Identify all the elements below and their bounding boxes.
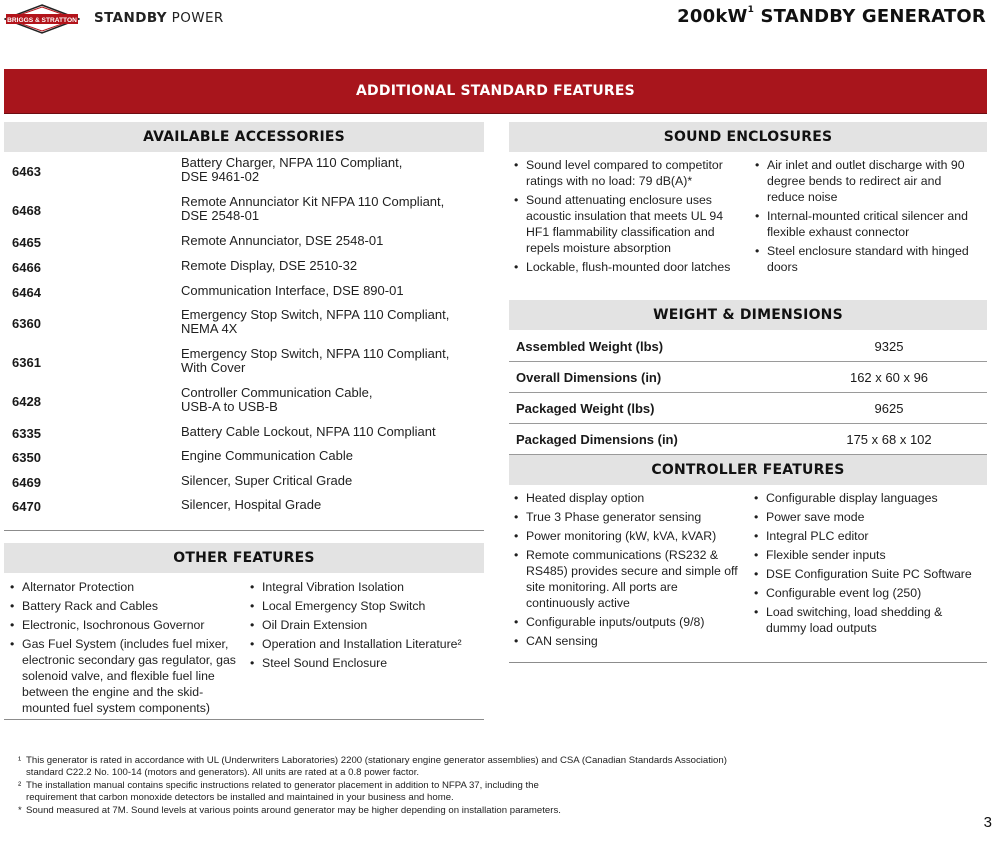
accessory-description: Remote Annunciator, DSE 2548-01 (181, 233, 384, 248)
accessory-code: 6350 (12, 450, 41, 465)
spec-value: 175 x 68 x 102 (846, 432, 932, 447)
feature-list-item: • Sound attenuating enclosure uses acoustic insulation that meets UL 94 HF1 flammability classification and repels moisture absorption (512, 192, 738, 256)
feature-list-item: • Configurable display languages (752, 490, 984, 506)
feature-list-item: • Alternator Protection (8, 579, 236, 595)
sound-enclosures-list-right (753, 157, 981, 278)
weight-dimensions-row (509, 393, 987, 424)
accessory-code: 6464 (12, 285, 41, 300)
accessory-code: 6466 (12, 260, 41, 275)
feature-list-item: • Heated display option (512, 490, 742, 506)
accessory-code: 6469 (12, 475, 41, 490)
spec-label: Overall Dimensions (in) (516, 370, 662, 385)
feature-list-item: • Remote communications (RS232 & RS485) provides secure and simple off site monitoring. All ports are continuously active (512, 547, 742, 611)
spec-value: 162 x 60 x 96 (849, 370, 929, 385)
accessory-row (4, 195, 484, 226)
feature-list-item: • Load switching, load shedding & dummy load outputs (752, 604, 984, 636)
page-number: 3 (983, 814, 992, 831)
accessory-code: 6470 (12, 499, 41, 514)
accessory-code: 6463 (12, 164, 41, 179)
accessory-row (4, 347, 484, 378)
accessory-row (4, 308, 484, 339)
accessory-row (4, 156, 484, 187)
feature-list-item: • Power monitoring (kW, kVA, kVAR) (512, 528, 742, 544)
accessory-description: Remote Display, DSE 2510-32 (181, 258, 358, 273)
accessory-description: Emergency Stop Switch, NFPA 110 Compliant, With Cover (181, 346, 450, 375)
accessory-description: Silencer, Super Critical Grade (181, 473, 353, 488)
doc-title-post: STANDBY GENERATOR (754, 6, 986, 27)
spec-label: Packaged Weight (lbs) (516, 401, 655, 416)
feature-list-item: • Battery Rack and Cables (8, 598, 236, 614)
other-features-header: OTHER FEATURES (4, 543, 484, 573)
feature-list-item: • Air inlet and outlet discharge with 90 degree bends to redirect air and reduce noise (753, 157, 981, 205)
footnote-text: Sound measured at 7M. Sound levels at various points around generator may be higher depending on installation parameters. (26, 805, 561, 816)
feature-list-item: • Electronic, Isochronous Governor (8, 617, 236, 633)
accessory-code: 6428 (12, 394, 41, 409)
spec-label: Assembled Weight (lbs) (516, 339, 664, 354)
feature-list-item: • Power save mode (752, 509, 984, 525)
feature-list-item: • Flexible sender inputs (752, 547, 984, 563)
controller-features-list-right (752, 490, 984, 639)
accessory-row (4, 474, 484, 491)
accessory-code: 6335 (12, 426, 41, 441)
feature-list-item: • Sound level compared to competitor ratings with no load: 79 dB(A)* (512, 157, 738, 189)
controller-features-bottom-rule (509, 662, 987, 663)
footnote-text: This generator is rated in accordance with UL (Underwriters Laboratories) 2200 (stationary engine generator assemblies) and CSA (Canadian Standards Association) (26, 755, 727, 766)
brand-logo (4, 4, 80, 32)
document-title (677, 6, 986, 27)
footnote-text: The installation manual contains specific instructions related to generator placement in addition to NFPA 37, including the (26, 780, 539, 791)
footnote-continuation: requirement that carbon monoxide detectors be installed and maintained in your business and home. (26, 791, 454, 803)
accessory-code: 6465 (12, 235, 41, 250)
footnotes (18, 755, 898, 819)
doc-title-footnote-mark: 1 (747, 5, 755, 15)
footnote-mark: ² (18, 780, 22, 791)
banner-title: ADDITIONAL STANDARD FEATURES (356, 83, 635, 99)
feature-list-item: • True 3 Phase generator sensing (512, 509, 742, 525)
feature-list-item: • Steel Sound Enclosure (248, 655, 484, 671)
brand-logo-text: BRIGGS & STRATTON (7, 16, 77, 24)
accessory-description: Emergency Stop Switch, NFPA 110 Compliant, NEMA 4X (181, 307, 450, 336)
feature-list-item: • Integral PLC editor (752, 528, 984, 544)
controller-features-list-left (512, 490, 742, 652)
features-banner (4, 69, 987, 114)
accessory-code: 6468 (12, 203, 41, 218)
feature-list-item: • Operation and Installation Literature² (248, 636, 484, 652)
feature-list-item: • Configurable inputs/outputs (9/8) (512, 614, 742, 630)
weight-dimensions-row (509, 362, 987, 393)
doc-title-pre: 200kW (677, 6, 748, 27)
accessory-code: 6361 (12, 355, 41, 370)
weight-dimensions-row (509, 331, 987, 362)
weight-dimensions-header: WEIGHT & DIMENSIONS (509, 300, 987, 330)
sound-enclosures-header: SOUND ENCLOSURES (509, 122, 987, 152)
accessory-row (4, 498, 484, 515)
weight-dimensions-row (509, 424, 987, 455)
spec-label: Packaged Dimensions (in) (516, 432, 678, 447)
footnote (18, 805, 898, 817)
footnote (18, 755, 898, 778)
spec-value: 9325 (874, 339, 904, 354)
accessory-row (4, 284, 484, 301)
feature-list-item: • DSE Configuration Suite PC Software (752, 566, 984, 582)
brand-sub-light: POWER (166, 10, 224, 26)
other-features-list-right (248, 579, 484, 674)
accessory-description: Battery Cable Lockout, NFPA 110 Compliant (181, 424, 436, 439)
sound-enclosures-list-left (512, 157, 738, 278)
feature-list-item: • Lockable, flush-mounted door latches (512, 259, 738, 275)
accessory-description: Communication Interface, DSE 890-01 (181, 283, 404, 298)
footnote (18, 780, 898, 803)
accessory-code: 6360 (12, 316, 41, 331)
spec-value: 9625 (874, 401, 904, 416)
feature-list-item: • CAN sensing (512, 633, 742, 649)
footnote-mark: ¹ (18, 755, 22, 766)
feature-list-item: • Local Emergency Stop Switch (248, 598, 484, 614)
footnote-continuation: standard C22.2 No. 100-14 (motors and generators). All units are rated at a 0.8 power factor. (26, 766, 420, 778)
accessory-description: Engine Communication Cable (181, 448, 353, 463)
other-features-bottom-rule (4, 719, 484, 720)
feature-list-item: • Gas Fuel System (includes fuel mixer, electronic secondary gas regulator, gas solenoid valve, and flexible fuel line between the engine and the skid-mounted fuel system components) (8, 636, 236, 716)
accessory-row (4, 449, 484, 466)
other-features-list-left (8, 579, 236, 719)
accessory-description: Remote Annunciator Kit NFPA 110 Compliant, DSE 2548-01 (181, 194, 445, 223)
feature-list-item: • Oil Drain Extension (248, 617, 484, 633)
accessories-header: AVAILABLE ACCESSORIES (4, 122, 484, 152)
accessory-row (4, 234, 484, 251)
controller-features-header: CONTROLLER FEATURES (509, 455, 987, 485)
brand-subtitle (94, 10, 224, 26)
feature-list-item: • Internal-mounted critical silencer and flexible exhaust connector (753, 208, 981, 240)
accessory-row (4, 386, 484, 417)
feature-list-item: • Configurable event log (250) (752, 585, 984, 601)
accessory-row (4, 425, 484, 442)
feature-list-item: • Integral Vibration Isolation (248, 579, 484, 595)
feature-list-item: • Steel enclosure standard with hinged doors (753, 243, 981, 275)
accessory-description: Controller Communication Cable, USB-A to USB-B (181, 385, 373, 414)
accessories-bottom-rule (4, 530, 484, 531)
accessory-description: Silencer, Hospital Grade (181, 497, 322, 512)
accessory-description: Battery Charger, NFPA 110 Compliant, DSE 9461-02 (181, 155, 403, 184)
brand-sub-bold: STANDBY (94, 10, 167, 26)
accessory-row (4, 259, 484, 276)
footnote-mark: * (18, 805, 22, 816)
